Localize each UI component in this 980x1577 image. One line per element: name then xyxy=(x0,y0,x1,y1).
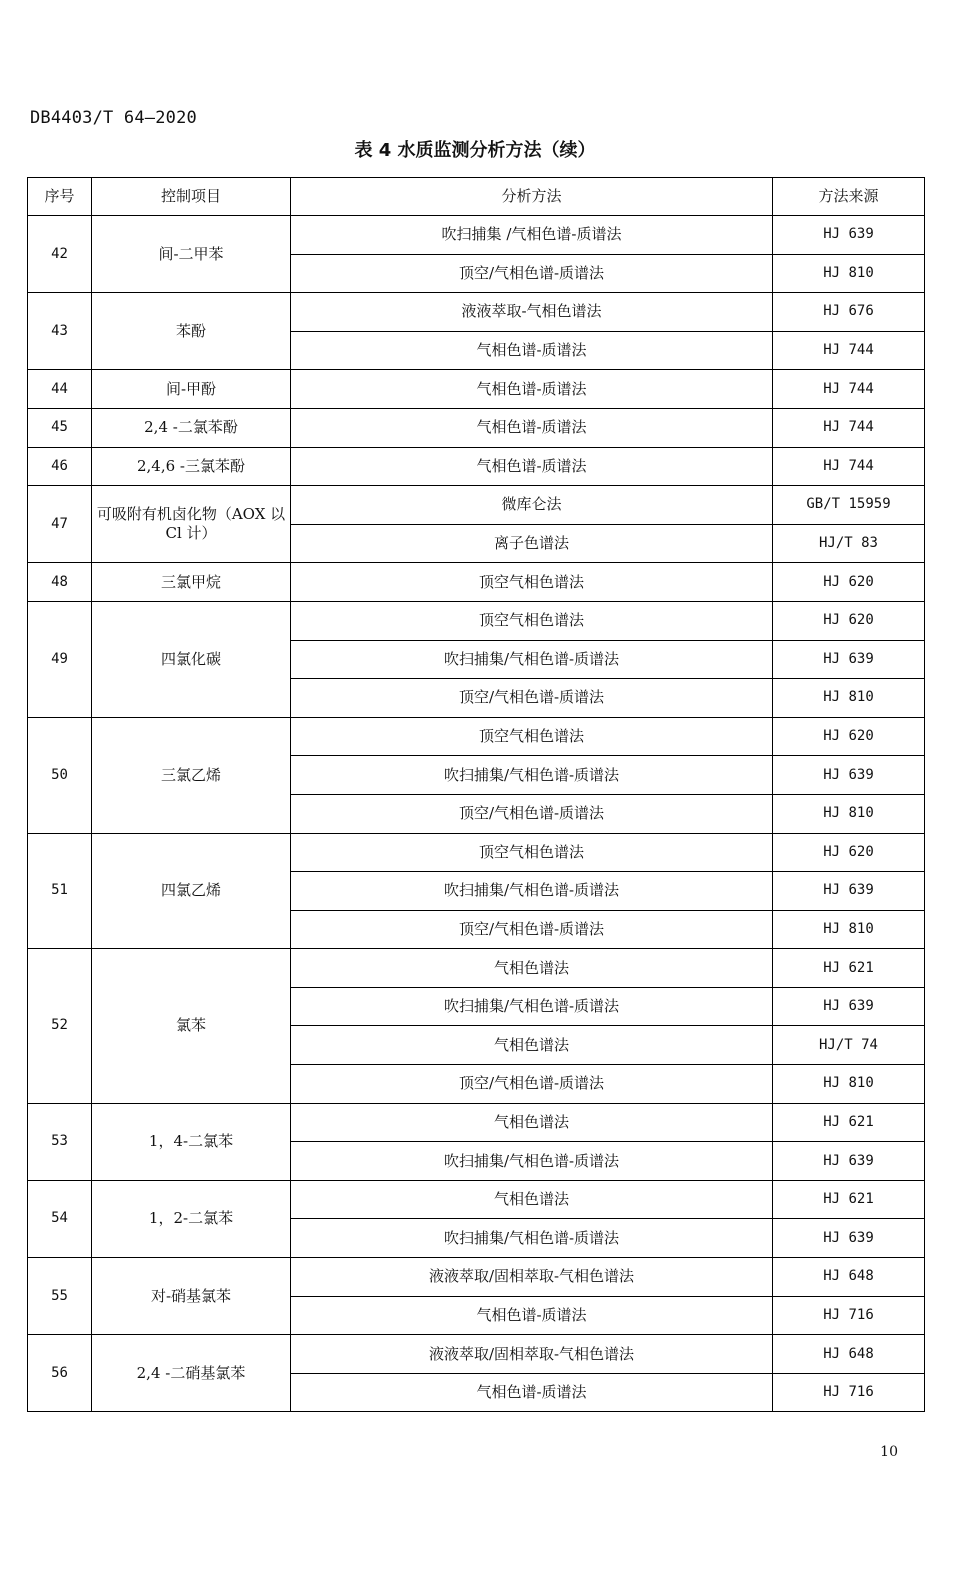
table-row xyxy=(28,949,925,988)
cell-analysis-method: 顶空气相色谱法 xyxy=(291,717,773,756)
cell-method-source: HJ 639 xyxy=(773,756,925,795)
cell-analysis-method: 气相色谱法 xyxy=(291,1026,773,1065)
cell-method-source: HJ 639 xyxy=(773,1142,925,1181)
table-row xyxy=(28,293,925,332)
cell-serial-number: 44 xyxy=(28,370,92,409)
cell-analysis-method: 顶空/气相色谱-质谱法 xyxy=(291,794,773,833)
cell-method-source: HJ 639 xyxy=(773,872,925,911)
cell-analysis-method: 顶空/气相色谱-质谱法 xyxy=(291,910,773,949)
cell-analysis-method: 顶空/气相色谱-质谱法 xyxy=(291,679,773,718)
cell-method-source: HJ 620 xyxy=(773,563,925,602)
table-row xyxy=(28,216,925,255)
cell-method-source: HJ 744 xyxy=(773,370,925,409)
table-row xyxy=(28,447,925,486)
cell-method-source: GB/T 15959 xyxy=(773,486,925,525)
cell-method-source: HJ 810 xyxy=(773,794,925,833)
table-row xyxy=(28,486,925,525)
cell-method-source: HJ 639 xyxy=(773,987,925,1026)
cell-method-source: HJ 744 xyxy=(773,331,925,370)
cell-serial-number: 53 xyxy=(28,1103,92,1180)
cell-control-item: 苯酚 xyxy=(92,293,291,370)
cell-control-item: 1，2-二氯苯 xyxy=(92,1180,291,1257)
cell-method-source: HJ 810 xyxy=(773,1065,925,1104)
cell-method-source: HJ 621 xyxy=(773,1180,925,1219)
cell-analysis-method: 顶空/气相色谱-质谱法 xyxy=(291,1065,773,1104)
document-id: DB4403/T 64—2020 xyxy=(30,108,197,128)
cell-analysis-method: 微库仑法 xyxy=(291,486,773,525)
cell-method-source: HJ 620 xyxy=(773,833,925,872)
table-row xyxy=(28,1180,925,1219)
column-header-source: 方法来源 xyxy=(773,178,925,216)
cell-analysis-method: 吹扫捕集/气相色谱-质谱法 xyxy=(291,1219,773,1258)
cell-serial-number: 52 xyxy=(28,949,92,1103)
table-row xyxy=(28,833,925,872)
cell-control-item: 对-硝基氯苯 xyxy=(92,1258,291,1335)
table-row xyxy=(28,601,925,640)
cell-method-source: HJ 648 xyxy=(773,1335,925,1374)
cell-control-item: 可吸附有机卤化物（AOX 以 Cl 计） xyxy=(92,486,291,563)
cell-control-item: 氯苯 xyxy=(92,949,291,1103)
cell-serial-number: 55 xyxy=(28,1258,92,1335)
cell-method-source: HJ 621 xyxy=(773,1103,925,1142)
cell-analysis-method: 离子色谱法 xyxy=(291,524,773,563)
table-row xyxy=(28,1103,925,1142)
cell-serial-number: 43 xyxy=(28,293,92,370)
cell-method-source: HJ 810 xyxy=(773,254,925,293)
table-title: 表 4 水质监测分析方法（续） xyxy=(354,140,596,161)
methods-table xyxy=(27,177,925,1412)
cell-analysis-method: 吹扫捕集/气相色谱-质谱法 xyxy=(291,756,773,795)
cell-method-source: HJ 621 xyxy=(773,949,925,988)
cell-analysis-method: 液液萃取/固相萃取-气相色谱法 xyxy=(291,1335,773,1374)
cell-analysis-method: 气相色谱法 xyxy=(291,949,773,988)
cell-analysis-method: 吹扫捕集/气相色谱-质谱法 xyxy=(291,1142,773,1181)
column-header-method: 分析方法 xyxy=(291,178,773,216)
cell-analysis-method: 液液萃取/固相萃取-气相色谱法 xyxy=(291,1258,773,1297)
column-header-no: 序号 xyxy=(28,178,92,216)
table-row xyxy=(28,370,925,409)
cell-control-item: 2,4 -二氯苯酚 xyxy=(92,408,291,447)
cell-control-item: 三氯乙烯 xyxy=(92,717,291,833)
table-row xyxy=(28,563,925,602)
cell-serial-number: 46 xyxy=(28,447,92,486)
cell-analysis-method: 顶空气相色谱法 xyxy=(291,601,773,640)
cell-analysis-method: 气相色谱-质谱法 xyxy=(291,1296,773,1335)
cell-serial-number: 45 xyxy=(28,408,92,447)
cell-method-source: HJ 639 xyxy=(773,640,925,679)
cell-analysis-method: 吹扫捕集/气相色谱-质谱法 xyxy=(291,640,773,679)
cell-method-source: HJ 744 xyxy=(773,447,925,486)
cell-analysis-method: 气相色谱-质谱法 xyxy=(291,370,773,409)
cell-method-source: HJ 620 xyxy=(773,717,925,756)
table-header-row xyxy=(28,178,925,216)
cell-method-source: HJ 810 xyxy=(773,679,925,718)
cell-method-source: HJ 810 xyxy=(773,910,925,949)
cell-control-item: 间-二甲苯 xyxy=(92,216,291,293)
cell-control-item: 1，4-二氯苯 xyxy=(92,1103,291,1180)
cell-serial-number: 49 xyxy=(28,601,92,717)
cell-control-item: 间-甲酚 xyxy=(92,370,291,409)
cell-analysis-method: 吹扫捕集/气相色谱-质谱法 xyxy=(291,987,773,1026)
cell-analysis-method: 顶空/气相色谱-质谱法 xyxy=(291,254,773,293)
cell-analysis-method: 气相色谱-质谱法 xyxy=(291,331,773,370)
cell-method-source: HJ 620 xyxy=(773,601,925,640)
column-header-item: 控制项目 xyxy=(92,178,291,216)
table-row xyxy=(28,717,925,756)
cell-method-source: HJ 744 xyxy=(773,408,925,447)
cell-analysis-method: 气相色谱-质谱法 xyxy=(291,408,773,447)
cell-method-source: HJ 676 xyxy=(773,293,925,332)
cell-analysis-method: 气相色谱-质谱法 xyxy=(291,1373,773,1412)
cell-control-item: 四氯乙烯 xyxy=(92,833,291,949)
cell-control-item: 四氯化碳 xyxy=(92,601,291,717)
cell-serial-number: 42 xyxy=(28,216,92,293)
cell-control-item: 三氯甲烷 xyxy=(92,563,291,602)
cell-method-source: HJ 639 xyxy=(773,216,925,255)
cell-serial-number: 47 xyxy=(28,486,92,563)
cell-method-source: HJ 716 xyxy=(773,1373,925,1412)
cell-serial-number: 51 xyxy=(28,833,92,949)
cell-serial-number: 48 xyxy=(28,563,92,602)
cell-control-item: 2,4,6 -三氯苯酚 xyxy=(92,447,291,486)
cell-method-source: HJ/T 74 xyxy=(773,1026,925,1065)
cell-method-source: HJ 648 xyxy=(773,1258,925,1297)
cell-analysis-method: 吹扫捕集/气相色谱-质谱法 xyxy=(291,872,773,911)
cell-method-source: HJ/T 83 xyxy=(773,524,925,563)
page-number: 10 xyxy=(880,1444,898,1460)
cell-analysis-method: 气相色谱法 xyxy=(291,1180,773,1219)
cell-analysis-method: 液液萃取-气相色谱法 xyxy=(291,293,773,332)
cell-analysis-method: 顶空气相色谱法 xyxy=(291,563,773,602)
cell-method-source: HJ 639 xyxy=(773,1219,925,1258)
table-row xyxy=(28,1335,925,1374)
cell-control-item: 2,4 -二硝基氯苯 xyxy=(92,1335,291,1412)
cell-serial-number: 50 xyxy=(28,717,92,833)
cell-analysis-method: 吹扫捕集 /气相色谱-质谱法 xyxy=(291,216,773,255)
cell-serial-number: 56 xyxy=(28,1335,92,1412)
cell-serial-number: 54 xyxy=(28,1180,92,1257)
cell-method-source: HJ 716 xyxy=(773,1296,925,1335)
cell-analysis-method: 气相色谱-质谱法 xyxy=(291,447,773,486)
table-row xyxy=(28,1258,925,1297)
table-body xyxy=(28,216,925,1412)
table-row xyxy=(28,408,925,447)
cell-analysis-method: 顶空气相色谱法 xyxy=(291,833,773,872)
cell-analysis-method: 气相色谱法 xyxy=(291,1103,773,1142)
